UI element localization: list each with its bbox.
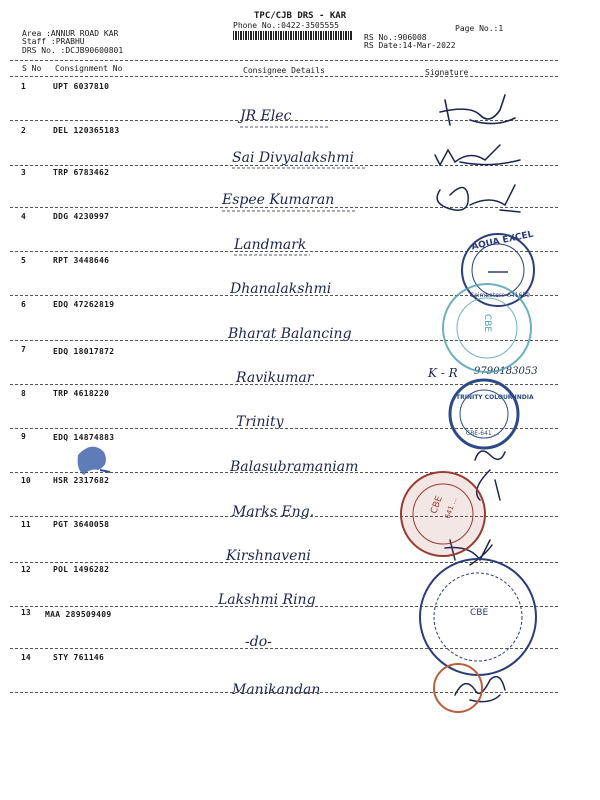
consignee-name: Espee Kumaran <box>222 192 335 208</box>
consignee-name: Landmark <box>234 237 307 253</box>
stamp-aqua-excel: AQUA EXCEL <box>470 229 535 253</box>
row-number: 6 <box>21 300 26 309</box>
consignment-number: EDQ 47262819 <box>53 300 115 309</box>
row-number: 9 <box>21 432 26 441</box>
phone-number: Phone No.:0422-3505555 <box>233 21 339 30</box>
consignment-number: POL 1496282 <box>53 565 110 574</box>
consignee-name: Balasubramaniam <box>230 459 359 475</box>
marks-stamp <box>401 472 485 556</box>
signature-2 <box>435 145 520 165</box>
column-consignment: Consignment No <box>55 64 123 73</box>
row-number: 2 <box>21 126 26 135</box>
row-number: 3 <box>21 168 26 177</box>
consignment-number: EDQ 14874883 <box>53 433 115 442</box>
stamp-cbe: CBE <box>482 313 493 333</box>
consignee-name: Dhanalakshmi <box>230 281 332 297</box>
row-number: 4 <box>21 212 26 221</box>
consignment-number: RPT 3448646 <box>53 256 110 265</box>
staff-field: Staff :PRABHU <box>22 37 85 46</box>
consignment-number: PGT 3640058 <box>53 520 110 529</box>
row-number: 13 <box>21 608 31 617</box>
rs-number: RS No.:906008 <box>364 33 427 42</box>
column-signature: Signature <box>425 68 469 77</box>
stamp-aqua-city: Coimbatore-641659 <box>470 292 530 299</box>
consignee-name: JR Elec <box>240 108 292 124</box>
consignment-number: HSR 2317682 <box>53 476 110 485</box>
stamp-round-cbe: CBE <box>470 608 489 618</box>
page-number: Page No.:1 <box>455 24 504 33</box>
row-number: 5 <box>21 256 26 265</box>
consignment-number: UPT 6037810 <box>53 82 110 91</box>
stamp-marks-cbe: CBE <box>429 494 445 516</box>
drs-number: DRS No. :DCJB90600801 <box>22 46 124 55</box>
consignee-name: Manikandan <box>232 682 321 698</box>
stamp-trinity-city: CBE-641 ... <box>466 430 500 437</box>
consignee-name: Kirshnaveni <box>226 548 311 564</box>
trinity-stamp <box>450 380 518 448</box>
consignment-number: MAA 289509409 <box>45 610 112 619</box>
area-field: Area :ANNUR ROAD KAR <box>22 29 119 38</box>
consignee-name: Ravikumar <box>236 370 314 386</box>
rs-date: RS Date:14-Mar-2022 <box>364 41 456 50</box>
consignment-number: STY 761146 <box>53 653 105 662</box>
signature-phone: 9790183053 <box>474 366 538 377</box>
row-number: 12 <box>21 565 31 574</box>
consignment-number: TRP 6783462 <box>53 168 110 177</box>
row-number: 10 <box>21 476 31 485</box>
consignee-name: Bharat Balancing <box>228 326 352 342</box>
column-sno: S No <box>22 64 42 73</box>
document-title: TPC/CJB DRS - KAR <box>254 11 347 21</box>
row-number: 8 <box>21 389 26 398</box>
consignment-number: EDQ 18017872 <box>53 347 115 356</box>
row-number: 1 <box>21 82 26 91</box>
signature-1 <box>440 95 515 125</box>
consignee-name: Lakshmi Ring <box>218 592 316 608</box>
row-number: 11 <box>21 520 31 529</box>
consignment-number: TRP 4618220 <box>53 389 110 398</box>
stamp-trinity: TRINITY COLOUR INDIA <box>456 394 534 401</box>
stamp-marks-pin: 641 ... <box>443 496 459 520</box>
row-number: 14 <box>21 653 31 662</box>
consignee-name: Marks Eng. <box>232 504 315 520</box>
consignment-number: DEL 120365183 <box>53 126 120 135</box>
consignment-number: DDG 4230997 <box>53 212 110 221</box>
ink-drip <box>100 470 110 472</box>
consignee-name: Sai Divyalakshmi <box>232 150 354 166</box>
row-number: 7 <box>21 345 26 354</box>
column-consignee: Consignee Details <box>243 66 325 75</box>
signature-3 <box>437 185 520 212</box>
signature-note: K - R <box>428 366 458 380</box>
consignee-name: Trinity <box>236 414 284 430</box>
consignee-name: -do- <box>245 634 272 650</box>
